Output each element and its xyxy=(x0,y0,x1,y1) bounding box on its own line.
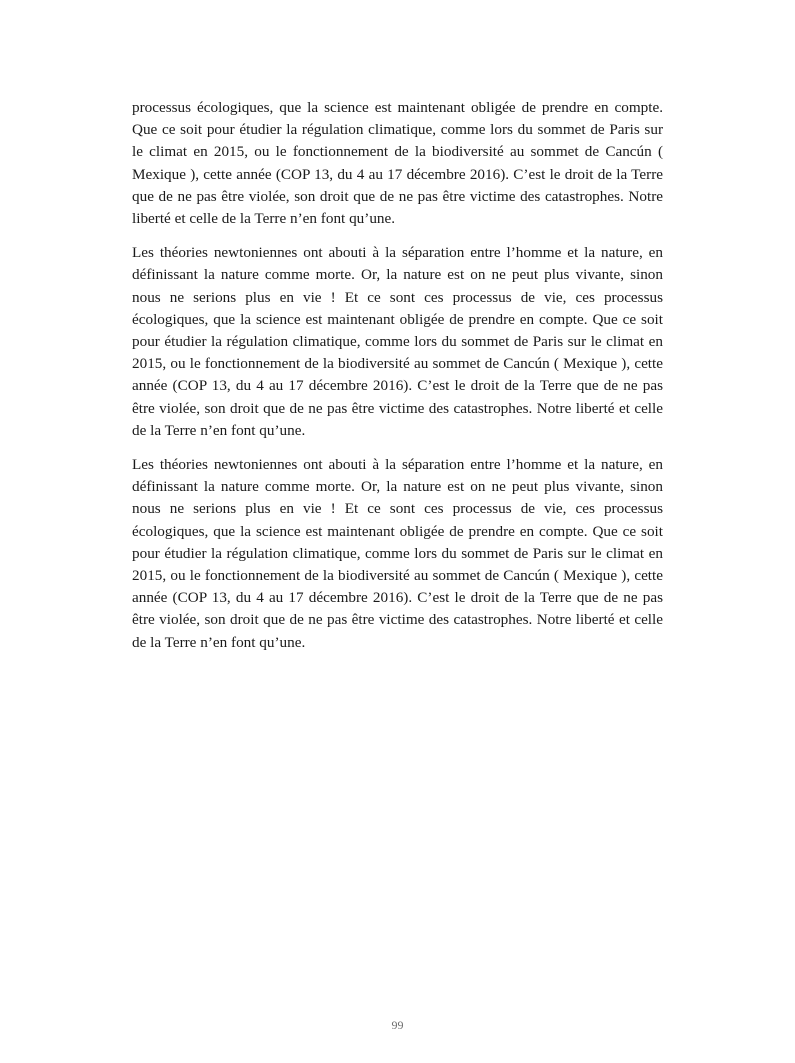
body-text xyxy=(132,97,663,666)
paragraph-3: Les théories newtoniennes ont abouti à la séparation entre l’homme et la nature, en définissant la nature comme morte. Or, la nature est on ne peut plus vivante, sinon nous ne serions plus en vie ! Et ce sont ces processus de vie, ces processus écologiques, que la science est maintenant obligée de prendre en compte. Que ce soit pour étudier la régulation climatique, comme lors du sommet de Paris sur le climat en 2015, ou le fonctionnement de la biodiversité au sommet de Cancún ( Mexique ), cette année (COP 13, du 4 au 17 décembre 2016). C’est le droit de la Terre que de ne pas être violée, son droit que de ne pas être victime des catastrophes. Notre liberté et celle de la Terre n’en font qu’une. xyxy=(132,456,663,651)
page-number: 99 xyxy=(391,1018,404,1032)
paragraph-1: processus écologiques, que la science est maintenant obligée de prendre en compte. Que ce soit pour étudier la régulation climatique, comme lors du sommet de Paris sur le climat en 2015, ou le fonctionnement de la biodiversité au sommet de Cancún ( Mexique ), cette année (COP 13, du 4 au 17 décembre 2016). C’est le droit de la Terre que de ne pas être violée, son droit que de ne pas être victime des catastrophes. Notre liberté et celle de la Terre n’en font qu’une. xyxy=(132,99,663,228)
paragraph-2: Les théories newtoniennes ont abouti à la séparation entre l’homme et la nature, en définissant la nature comme morte. Or, la nature est on ne peut plus vivante, sinon nous ne serions plus en vie ! Et ce sont ces processus de vie, ces processus écologiques, que la science est maintenant obligée de prendre en compte. Que ce soit pour étudier la régulation climatique, comme lors du sommet de Paris sur le climat en 2015, ou le fonctionnement de la biodiversité au sommet de Cancún ( Mexique ), cette année (COP 13, du 4 au 17 décembre 2016). C’est le droit de la Terre que de ne pas être violée, son droit que de ne pas être victime des catastrophes. Notre liberté et celle de la Terre n’en font qu’une. xyxy=(132,244,663,439)
